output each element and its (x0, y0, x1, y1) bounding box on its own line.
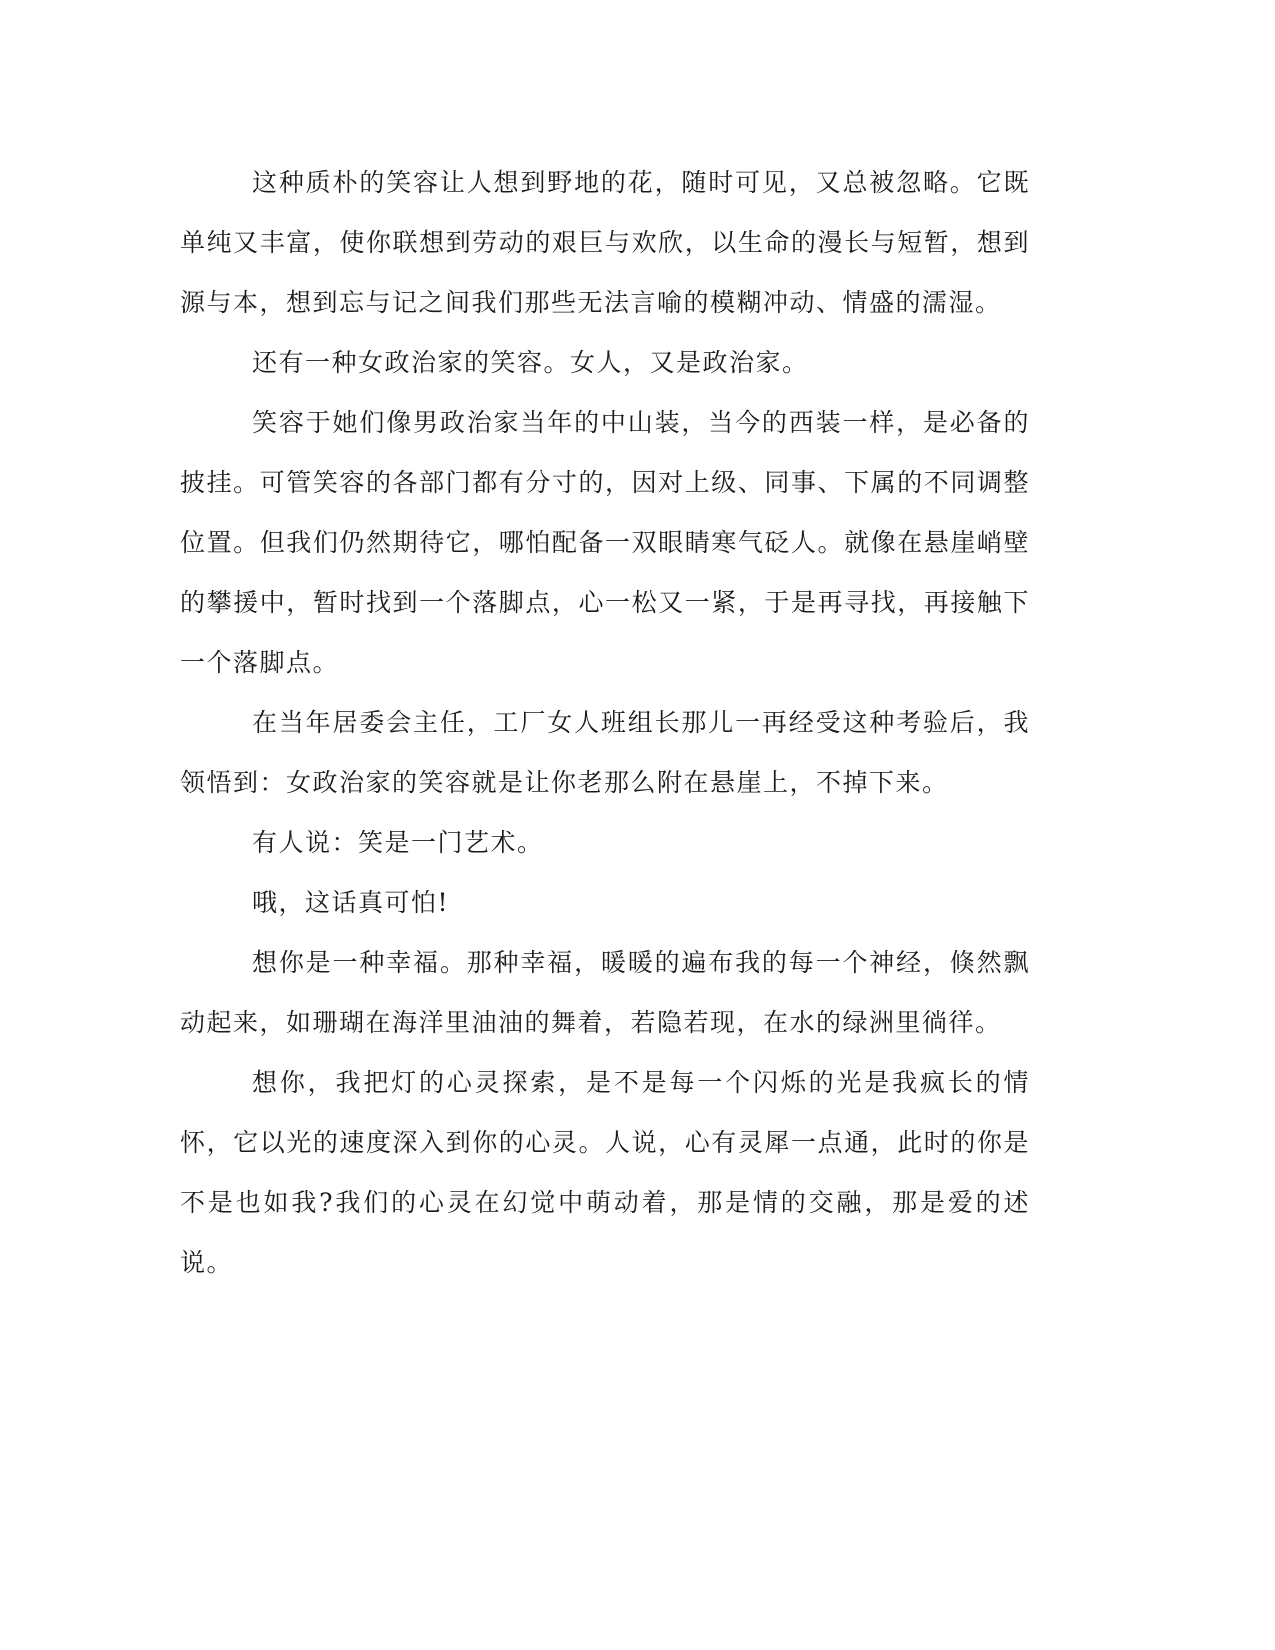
paragraph-4: 在当年居委会主任，工厂女人班组长那儿一再经受这种考验后，我领悟到：女政治家的笑容就是让你老那么附在悬崖上，不掉下来。 (180, 708, 1030, 797)
paragraph-5: 有人说：笑是一门艺术。 (252, 828, 544, 857)
paragraph-7: 想你是一种幸福。那种幸福，暖暖的遍布我的每一个神经，倏然飘动起来，如珊瑚在海洋里油油的舞着，若隐若现，在水的绿洲里徜徉。 (180, 948, 1030, 1037)
document-body (180, 153, 1030, 1293)
paragraph-8: 想你，我把灯的心灵探索，是不是每一个闪烁的光是我疯长的情怀，它以光的速度深入到你的心灵。人说，心有灵犀一点通，此时的你是不是也如我?我们的心灵在幻觉中萌动着，那是情的交融，那是爱的述说。 (180, 1068, 1030, 1277)
paragraph-2: 还有一种女政治家的笑容。女人，又是政治家。 (252, 348, 809, 377)
paragraph-6: 哦，这话真可怕! (252, 888, 450, 917)
paragraph-1: 这种质朴的笑容让人想到野地的花，随时可见，又总被忽略。它既单纯又丰富，使你联想到劳动的艰巨与欢欣，以生命的漫长与短暂，想到源与本，想到忘与记之间我们那些无法言喻的模糊冲动、情盛的濡湿。 (180, 168, 1030, 317)
paragraph-3: 笑容于她们像男政治家当年的中山装，当今的西装一样，是必备的披挂。可管笑容的各部门都有分寸的，因对上级、同事、下属的不同调整位置。但我们仍然期待它，哪怕配备一双眼睛寒气砭人。就像在悬崖峭壁的攀援中，暂时找到一个落脚点，心一松又一紧，于是再寻找，再接触下一个落脚点。 (180, 408, 1030, 677)
